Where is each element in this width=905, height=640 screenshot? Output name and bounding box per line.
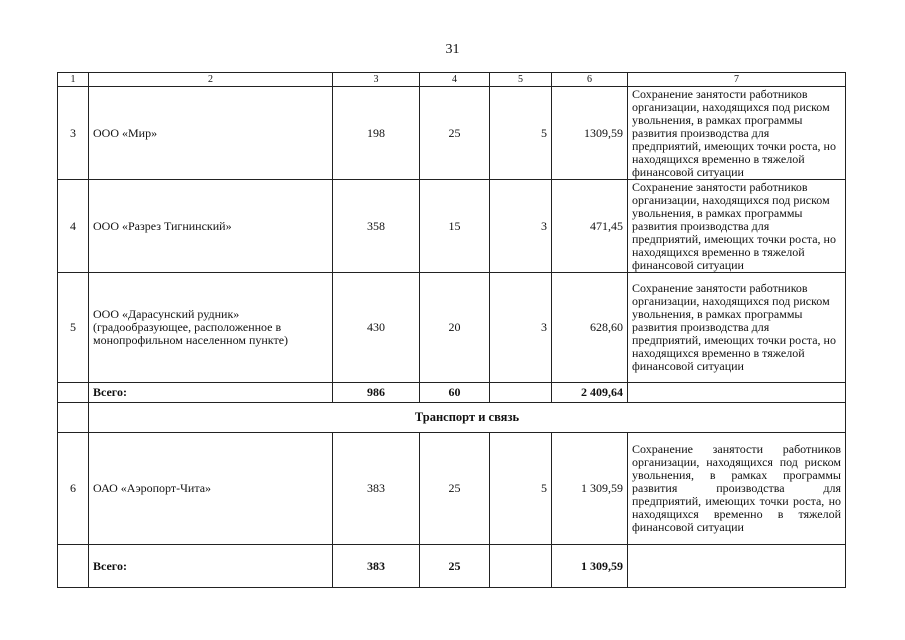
column-header-7: 7	[628, 73, 846, 87]
value-col5: 3	[490, 273, 552, 383]
total-col6: 2 409,64	[552, 383, 628, 403]
empty-cell	[628, 545, 846, 588]
total-col3: 383	[333, 545, 420, 588]
value-col6: 628,60	[552, 273, 628, 383]
section-title: Транспорт и связь	[89, 403, 846, 433]
value-col5: 3	[490, 180, 552, 273]
column-header-1: 1	[58, 73, 89, 87]
data-table	[57, 72, 846, 588]
empty-cell	[628, 383, 846, 403]
total-col4: 60	[420, 383, 490, 403]
empty-cell	[58, 383, 89, 403]
table-row	[58, 180, 846, 273]
total-label: Всего:	[89, 383, 333, 403]
empty-cell	[58, 545, 89, 588]
table-row	[58, 433, 846, 545]
value-col4: 25	[420, 87, 490, 180]
value-col3: 198	[333, 87, 420, 180]
value-col6: 471,45	[552, 180, 628, 273]
table-row	[58, 87, 846, 180]
table-row	[58, 273, 846, 383]
value-col3: 383	[333, 433, 420, 545]
column-header-3: 3	[333, 73, 420, 87]
total-col6: 1 309,59	[552, 545, 628, 588]
total-row	[58, 383, 846, 403]
total-col3: 986	[333, 383, 420, 403]
value-col6: 1309,59	[552, 87, 628, 180]
value-col5: 5	[490, 433, 552, 545]
row-number: 6	[58, 433, 89, 545]
column-header-2: 2	[89, 73, 333, 87]
empty-cell	[490, 545, 552, 588]
total-col4: 25	[420, 545, 490, 588]
organization-name: ООО «Разрез Тигнинский»	[89, 180, 333, 273]
organization-name: ОАО «Аэропорт-Чита»	[89, 433, 333, 545]
value-col6: 1 309,59	[552, 433, 628, 545]
note-text: Сохранение занятости работников организации, находящихся под риском увольнения, в рамках программы развития производства для предприятий, имеющих точки роста, но находящихся временно в тяжелой финансовой ситуации	[628, 87, 846, 180]
column-header-5: 5	[490, 73, 552, 87]
organization-name: ООО «Дарасунский рудник» (градообразующее, расположенное в монопрофильном населенном пункте)	[89, 273, 333, 383]
note-text: Сохранение занятости работников организации, находящихся под риском увольнения, в рамках программы развития производства для предприятий, имеющих точки роста, но находящихся временно в тяжелой финансовой ситуации	[628, 273, 846, 383]
row-number: 3	[58, 87, 89, 180]
column-header-6: 6	[552, 73, 628, 87]
organization-name: ООО «Мир»	[89, 87, 333, 180]
note-text: Сохранение занятости работников организации, находящихся под риском увольнения, в рамках программы развития производства для предприятий, имеющих точки роста, но находящихся временно в тяжелой финансовой ситуации	[628, 180, 846, 273]
value-col4: 15	[420, 180, 490, 273]
value-col4: 20	[420, 273, 490, 383]
column-header-4: 4	[420, 73, 490, 87]
empty-cell	[58, 403, 89, 433]
row-number: 4	[58, 180, 89, 273]
note-text: Сохранение занятости работников организации, находящихся под риском увольнения, в рамках программы развития производства для предприятий, имеющих точки роста, но находящихся временно в тяжелой финансовой ситуации	[628, 433, 846, 545]
row-number: 5	[58, 273, 89, 383]
value-col3: 358	[333, 180, 420, 273]
value-col4: 25	[420, 433, 490, 545]
value-col3: 430	[333, 273, 420, 383]
value-col5: 5	[490, 87, 552, 180]
total-label: Всего:	[89, 545, 333, 588]
empty-cell	[490, 383, 552, 403]
page-number: 31	[445, 42, 460, 57]
column-number-header	[58, 73, 846, 87]
section-header-row	[58, 403, 846, 433]
total-row	[58, 545, 846, 588]
